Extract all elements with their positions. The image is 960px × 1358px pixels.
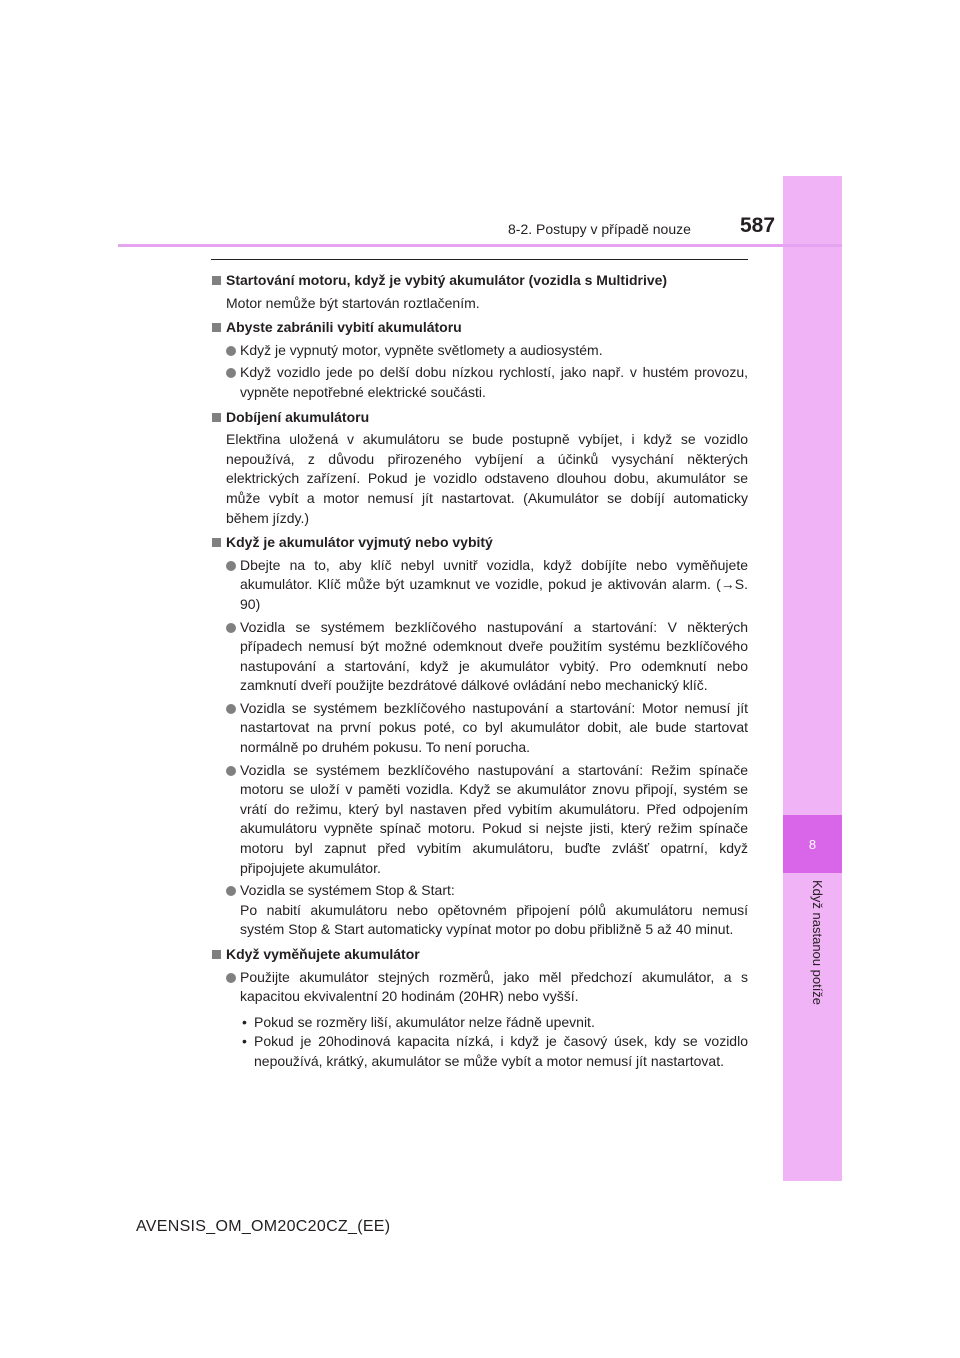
section-heading: Startování motoru, když je vybitý akumulátor (vozidla s Multidrive) [211,271,748,291]
content-top-rule [211,259,748,260]
bullet-item: Použijte akumulátor stejných rozměrů, jako měl předchozí akumulátor, a s kapacitou ekvivalentní 20 hodinám (20HR) nebo vyšší. [211,968,748,1007]
bullet-item: Vozidla se systémem bezklíčového nastupování a startování: Motor nemusí jít nastartovat na první pokus poté, co byl akumulátor dobit, ale bude startovat normálně po druhém pokusu. To není porucha. [211,699,748,758]
bullet-item: Když vozidlo jede po delší dobu nízkou rychlostí, jako např. v hustém provozu, vypněte nepotřebné elektrické součásti. [211,363,748,402]
section-paragraph: Elektřina uložená v akumulátoru se bude postupně vybíjet, i když se vozidlo nepoužívá, z důvodu přirozeného vybíjení a účinků vysychání některých elektrických zařízení. Pokud je vozidlo odstaveno dlouhou dobu, akumulátor se může vybít a motor nemusí jít nastartovat. (Akumulátor se dobíjí automaticky během jízdy.) [226,431,748,526]
chapter-title-vertical: Když nastanou potíže [810,880,825,1006]
chapter-number-tab: 8 [783,815,842,873]
sub-item: • Pokud je 20hodinová kapacita nízká, i když je časový úsek, kdy se vozidlo nepoužívá, krátký, akumulátor se může vybít a motor nemusí jít nastartovat. [211,1032,748,1071]
header-section-title: 8-2. Postupy v případě nouze [508,221,691,237]
page-content [211,266,748,1072]
section-heading: Když je akumulátor vyjmutý nebo vybitý [211,533,748,553]
section-heading: Dobíjení akumulátoru [211,408,748,428]
bullet-item: Vozidla se systémem Stop & Start: Po nabití akumulátoru nebo opětovném připojení pólů akumulátoru nemusí systém Stop & Start automaticky vypínat motor po dobu přibližně 5 až 40 minut. [211,881,748,940]
chapter-side-strip [783,176,842,1181]
section-paragraph: Motor nemůže být startován roztlačením. [226,294,480,311]
bullet-item: Když je vypnutý motor, vypněte světlomety a audiosystém. [211,341,748,361]
page-number: 587 [740,214,776,237]
bullet-item: Dbejte na to, aby klíč nebyl uvnitř vozidla, když dobíjíte nebo vyměňujete akumulátor. Klíč může být uzamknut ve vozidle, pokud je aktivován alarm. (→S. 90) [211,556,748,615]
section-heading: Když vyměňujete akumulátor [211,945,748,965]
footer-document-code: AVENSIS_OM_OM20C20CZ_(EE) [136,1218,391,1235]
section-heading: Abyste zabránili vybití akumulátoru [211,318,748,338]
sub-item: • Pokud se rozměry liší, akumulátor nelze řádně upevnit. [211,1013,748,1033]
sub-list [211,1013,748,1072]
bullet-item: Vozidla se systémem bezklíčového nastupování a startování: V některých případech nemusí být možné odemknout dveře použitím systému bezklíčového nastupování a startování, když je akumulátor vybitý. Pro odemknutí nebo zamknutí dveří použijte bezdrátové dálkové ovládání nebo mechanický klíč. [211,618,748,696]
header-rule [118,244,842,247]
bullet-item: Vozidla se systémem bezklíčového nastupování a startování: Režim spínače motoru se uloží v paměti vozidla. Když se akumulátor znovu připojí, systém se vrátí do režimu, který byl nastaven před vybitím akumulátoru. Před odpojením akumulátoru vypněte spínač motoru. Pokud si nejste jisti, který režim spínače motoru byl zapnut před vybitím akumulátoru, buďte zvlášť opatrní, když připojujete akumulátor. [211,761,748,879]
